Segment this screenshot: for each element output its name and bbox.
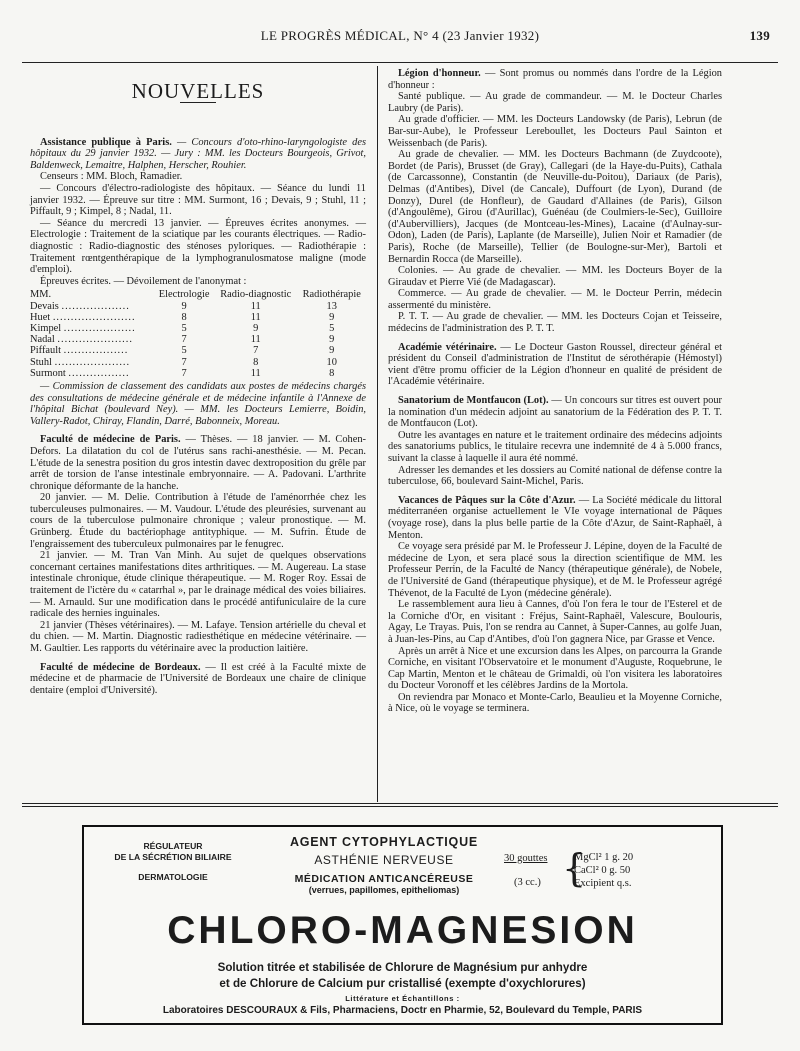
sanatorium-heading: Sanatorium de Montfaucon (Lot). bbox=[398, 395, 549, 407]
legion-heading: Légion d'honneur. bbox=[398, 68, 481, 79]
vacances-text: — La Société médicale du littoral méditerranéen organise actuellement le VIe voyage international de Pâques (voyage rose), dans la plus belle partie de la Côte d'Azur, de Saint-Raphaël, à Menton. bbox=[388, 494, 722, 541]
academie-paragraph bbox=[388, 342, 722, 388]
table-row: Kimpel .................... 5 9 5 bbox=[30, 323, 366, 334]
commission-text: — Commission de classement des candidats aux postes de médecins chargés des consultations de médecine générale et de médecine infantile à l'Annexe de l'hôpital Bichat (boulevard Ney). — MM. les Docteurs Lemierre, Boidin, Vallery-Radot, Chiray, Flandin, Darré, Babonneix, Moreau. bbox=[30, 380, 366, 427]
chevalier-paragraph: Au grade de chevalier. — MM. les Docteurs Bachmann (de Zuydcoote), Bordet (de Paris), Brusset (de Gray), Callegari (de la Haye-du-Puits), Cathala (de Carcassonne), Constantin (de Neuville-du-Poitou), Dariaux (de Paris), Delmas (d'Antibes), Divel (de Cancale), Duffourt (de Lyon), Durand (de Donzy), Durel (de Honfleur), de Gaudard d'Allaines (de Paris), Gilson (d'Angoulême), Girou (d'Aurillac), Guénéau (de Coulmiers-le-Sec), Guilloire (d'Aubervilliers), Jacques (de Montceau-les-Mines), Lacaine (d'Aulnay-sur-Odon), Laden (de Paris), Laplante (de Marseille), Julien Noir et Ramadier (de Paris), Roche (de Marseille), Tellier (de Boulogne-sur-Mer), Bartoli et Bernardin Rocca (de Marseille). bbox=[388, 149, 722, 265]
table-header-name: MM. bbox=[30, 289, 52, 301]
assistance-heading: Assistance publique à Paris. bbox=[40, 136, 172, 148]
cell: 8 bbox=[329, 367, 335, 379]
electro-paragraph: — Concours d'électro-radiologiste des hôpitaux. — Séance du lundi 11 janvier 1932. — Épreuve sur titre : MM. Surmont, 16 ; Devais, 9 ; Stuhl, 11 ; Piffault, 9 ; Kimpel, 8 ; Nadal, 11. bbox=[30, 182, 366, 218]
theses-21-paragraph: 21 janvier. — M. Tran Van Minh. Au sujet de quelques observations concernant certaines manifestations dites arthritiques. — M. Augereau. La stase intestinale chronique, étude clinique thérapeutique. — M. Roger Roy. Essai de traitement de l'ictère du « catarrhal », par le drainage médical des voies biliaires. — M. Arnauld. Sur une modification dans le procédé antifuniculaire de la cure radicale des hernies inguinales. bbox=[30, 550, 366, 620]
ad-regulateur: RÉGULATEUR bbox=[143, 841, 203, 851]
faculte-heading: Faculté de médecine de Paris. bbox=[40, 434, 181, 446]
running-header bbox=[22, 28, 778, 50]
header-rule bbox=[22, 62, 778, 63]
table-row: Huet ....................... 8 11 9 bbox=[30, 312, 366, 323]
ad-solution bbox=[84, 960, 721, 992]
anonymat-paragraph: Épreuves écrites. — Dévoilement de l'anonymat : bbox=[40, 275, 247, 287]
ad-laboratory: Laboratoires DESCOURAUX & Fils, Pharmaciens, Doctr en Pharmie, 52, Boulevard du Temple, PARIS bbox=[162, 1005, 643, 1016]
cell: 9 bbox=[329, 345, 335, 357]
left-column bbox=[30, 68, 366, 696]
row-name: Stuhl bbox=[30, 356, 52, 368]
ad-dermatologie: DERMATOLOGIE bbox=[138, 872, 208, 882]
epreuves-paragraph: — Séance du mercredi 13 janvier. — Épreuves écrites anonymes. — Electrologie : Traitement de la sciatique par les courants électriques. — Radio-diagnostic : Radio-diagnostic des sténoses pyloriques. — Radiothérapie : Traitement rœntgenthérapique de la lymphogranulosmatose maligne (mode d'emploi). bbox=[30, 217, 366, 276]
cell: 7 bbox=[181, 334, 187, 346]
assistance-paragraph bbox=[30, 137, 366, 172]
column-divider bbox=[377, 66, 378, 802]
section-title: NOUVELLES bbox=[131, 79, 265, 103]
ad-formula-excipient: Excipient q.s. bbox=[574, 878, 632, 889]
sanatorium-paragraph bbox=[388, 395, 722, 430]
cell: 11 bbox=[250, 367, 261, 379]
right-column bbox=[388, 68, 722, 715]
academie-text: — Le Docteur Gaston Roussel, directeur général et président du Conseil d'administration de l'Institut de sérothérapie (Hémostyl) vient d'être promu officier de la Légion d'honneur en qualité de président de l'Académie vétérinaire. bbox=[388, 341, 723, 388]
academie-heading: Académie vétérinaire. bbox=[398, 341, 497, 353]
row-name: Piffault bbox=[30, 345, 61, 357]
table-row: Stuhl ..................... 7 8 10 bbox=[30, 357, 366, 368]
cell: 8 bbox=[181, 311, 187, 323]
cell: 9 bbox=[329, 334, 335, 346]
brace-icon: { bbox=[562, 846, 587, 890]
theses-20-paragraph: 20 janvier. — M. Delie. Contribution à l'étude de l'aménorrhée chez les tuberculeuses pulmonaires. — M. Vaudour. L'étude des pleurésies, survenant au cours de la tuberculose pulmonaire chronique ; valeur pronostique. — M. Grünberg. Étude du bactériophage antityphique. — M. Sufrin. Étude de l'engraissement des tuberculeux pulmonaires par le fenugrec. bbox=[30, 492, 366, 550]
vacances-paragraph bbox=[388, 495, 722, 541]
cell: 9 bbox=[253, 322, 259, 334]
ad-secretion: DE LA SÉCRÉTION BILIAIRE bbox=[114, 852, 232, 862]
ad-indications bbox=[98, 841, 248, 883]
sanatorium-text: — Un concours sur titres est ouvert pour la nomination d'un médecin adjoint au sanatorium de la Fédération des P. T. T. de Montfaucon (Lot). bbox=[388, 395, 722, 430]
table-header-electro: Electrologie bbox=[158, 289, 210, 301]
footer-rule-double bbox=[22, 806, 778, 807]
officier-paragraph: Au grade d'officier. — MM. les Docteurs Landowsky (de Paris), Lebrun (de Bar-sur-Aube), le Professeur Lereboullet, les Docteurs Paul Sainton et Weissenbach (de Paris). bbox=[388, 114, 722, 149]
row-name: Surmont bbox=[30, 367, 66, 379]
cell: 7 bbox=[181, 356, 187, 368]
colonies-paragraph: Colonies. — Au grade de chevalier. — MM. les Docteurs Boyer de la Giraudav et Pierre Vié (de Madagascar). bbox=[388, 265, 722, 288]
ptt-paragraph: P. T. T. — Au grade de chevalier. — MM. les Docteurs Cojan et Teisseire, médecins de l'administration des P. T. T. bbox=[388, 311, 722, 335]
row-name: Nadal bbox=[30, 334, 55, 346]
row-name: Devais bbox=[30, 300, 59, 312]
commission-paragraph bbox=[30, 381, 366, 427]
ad-formula-mg: MgCl² 1 g. 20 bbox=[574, 852, 634, 863]
ad-agent: AGENT CYTOPHYLACTIQUE bbox=[289, 835, 479, 849]
ad-formula-ca: CaCl² 0 g. 50 bbox=[574, 865, 631, 876]
row-name: Kimpel bbox=[30, 322, 62, 334]
cell: 11 bbox=[250, 334, 261, 346]
sanatorium-paragraph-2: Outre les avantages en nature et le traitement ordinaire des médecins adjoints des sanatoriums publics, le titulaire recevra une indemnité de 4 à 5.000 francs, suivant la classe à laquelle il aura été nommé. bbox=[388, 429, 722, 464]
journal-title: LE PROGRÈS MÉDICAL, N° 4 (23 Janvier 1932) bbox=[260, 28, 540, 43]
vacances-paragraph-3: Le rassemblement aura lieu à Cannes, d'où l'on fera le tour de l'Esterel et de la Corniche d'Or, en visitant : Fréjus, Saint-Raphaël, Valescure, Boulouris, Agay, Le Trayas. Puis, l'on se rendra au Cannet, à Super-Cannes, au golfe Juan, à Juan-les-Pins, au Cap d'Antibes, d'où l'on gagnera Nice, par Grasse et Vence. bbox=[388, 599, 722, 645]
faculte-text: — Thèses. — 18 janvier. — M. Cohen-Defors. La dilatation du col de l'utérus sans rachi-anesthésie. — M. Pecan. L'étude de la senestra position du gros intestin davec dextroposition du grêle par arrêt de torsion de l'anse intestinale embryonnaire. — A. Padovani. L'arthrite chronique déformante de la hanche. bbox=[30, 434, 366, 492]
cell: 7 bbox=[181, 367, 187, 379]
row-name: Huet bbox=[30, 311, 51, 323]
ad-solution-line2: et de Chlorure de Calcium pur cristallisé (exempte d'oxychlorures) bbox=[219, 977, 586, 990]
cell: 5 bbox=[181, 322, 187, 334]
ad-formula bbox=[574, 851, 633, 890]
assistance-text: — Concours d'oto-rhino-laryngologiste des hôpitaux du 29 janvier 1932. — Jury : MM. les Docteurs Bourgeois, Grivot, Baldenweck, Lemaitre, Halphen, Herscher, Rouhier. bbox=[30, 136, 366, 171]
cell: 13 bbox=[326, 300, 337, 312]
cell: 9 bbox=[329, 311, 335, 323]
cell: 10 bbox=[326, 356, 337, 368]
vacances-paragraph-4: Après un arrêt à Nice et une excursion dans les Alpes, on parcourra la Grande Corniche, en visitant l'Observatoire et le monument d'Auguste, Roquebrune, le Cap Martin, Menton et le château de Grimaldi, où l'on visitera les laboratoires du Docteur Voronoff et les célèbres Jardins de la Mortola. bbox=[388, 645, 722, 692]
ad-verrues: (verrues, papillomes, epitheliomas) bbox=[308, 885, 460, 895]
advertisement bbox=[82, 825, 723, 1025]
cell: 9 bbox=[181, 300, 187, 312]
ad-claims bbox=[254, 835, 514, 895]
commerce-paragraph: Commerce. — Au grade de chevalier. — M. le Docteur Perrin, médecin assermenté du ministère. bbox=[388, 288, 722, 311]
vacances-paragraph-2: Ce voyage sera présidé par M. le Professeur J. Lépine, doyen de la Faculté de médecine de Lyon, et sera placé sous la direction scientifique de MM. les Professeur Perrin, de la Faculté de Nancy (thérapeutique générale), de Nobele, de l'Université de Gand (thérapeutique physique), et de M. le Professeur agrégé Thévenot, de la Faculté de Lyon (médecine générale). bbox=[388, 541, 722, 599]
table-row: Surmont ................. 7 11 8 bbox=[30, 368, 366, 379]
cell: 5 bbox=[329, 322, 335, 334]
cell: 7 bbox=[253, 345, 259, 357]
table-header-radiodiag: Radio-diagnostic bbox=[220, 289, 292, 301]
censeurs-paragraph: Censeurs : MM. Bloch, Ramadier. bbox=[40, 171, 183, 183]
theses-vet-paragraph: 21 janvier (Thèses vétérinaires). — M. Lafaye. Tension artérielle du cheval et du chien. — M. Martin. Diagnostic radiesthétique en médecine vétérinaire. — M. Gaultier. Les rapports du vétérinaire avec la production laitière. bbox=[30, 619, 366, 654]
sante-paragraph: Santé publique. — Au grade de commandeur. — M. le Docteur Charles Laubry (de Paris). bbox=[388, 91, 722, 114]
ad-dose-drops: 30 gouttes bbox=[504, 853, 548, 864]
cell: 11 bbox=[250, 300, 261, 312]
table-header-radiother: Radiothérapie bbox=[302, 289, 361, 301]
legion-text: — Sont promus ou nommés dans l'ordre de la Légion d'honneur : bbox=[388, 68, 722, 91]
footer-rule bbox=[22, 803, 778, 804]
table-row: Piffault .................. 5 7 9 bbox=[30, 345, 366, 356]
cell: 8 bbox=[253, 356, 259, 368]
ad-medication: MÉDICATION ANTICANCÉREUSE bbox=[294, 873, 474, 885]
vacances-paragraph-5: On reviendra par Monaco et Monte-Carlo, Beaulieu et la Moyenne Corniche, à Nice, où le voyage se terminera. bbox=[388, 691, 722, 715]
bordeaux-paragraph bbox=[30, 662, 366, 697]
ad-litterature: Littérature et Échantillons : bbox=[345, 994, 460, 1003]
ad-asthenie: ASTHÉNIE NERVEUSE bbox=[314, 853, 454, 867]
table-row: Devais ................... 9 11 13 bbox=[30, 301, 366, 312]
bordeaux-heading: Faculté de médecine de Bordeaux. bbox=[40, 661, 201, 673]
vacances-heading: Vacances de Pâques sur la Côte d'Azur. bbox=[398, 494, 576, 506]
cell: 11 bbox=[250, 311, 261, 323]
table-row: Nadal ..................... 7 11 9 bbox=[30, 334, 366, 345]
bordeaux-text: — Il est créé à la Faculté mixte de médecine et de pharmacie de l'Université de Bordeaux une chaire de clinique dentaire (emploi d'Université). bbox=[30, 661, 366, 696]
ad-solution-line1: Solution titrée et stabilisée de Chlorure de Magnésium pur anhydre bbox=[217, 961, 588, 974]
page-number: 139 bbox=[749, 28, 770, 43]
results-table bbox=[30, 289, 366, 379]
legion-paragraph bbox=[388, 68, 722, 91]
faculte-paragraph bbox=[30, 434, 366, 492]
cell: 5 bbox=[181, 345, 187, 357]
ad-brand: CHLORO-MAGNESION bbox=[167, 909, 638, 952]
sanatorium-paragraph-3: Adresser les demandes et les dossiers au Comité national de défense contre la tuberculose, 66, boulevard Saint-Michel, Paris. bbox=[388, 464, 722, 488]
ad-dose-cc: (3 cc.) bbox=[514, 877, 541, 888]
